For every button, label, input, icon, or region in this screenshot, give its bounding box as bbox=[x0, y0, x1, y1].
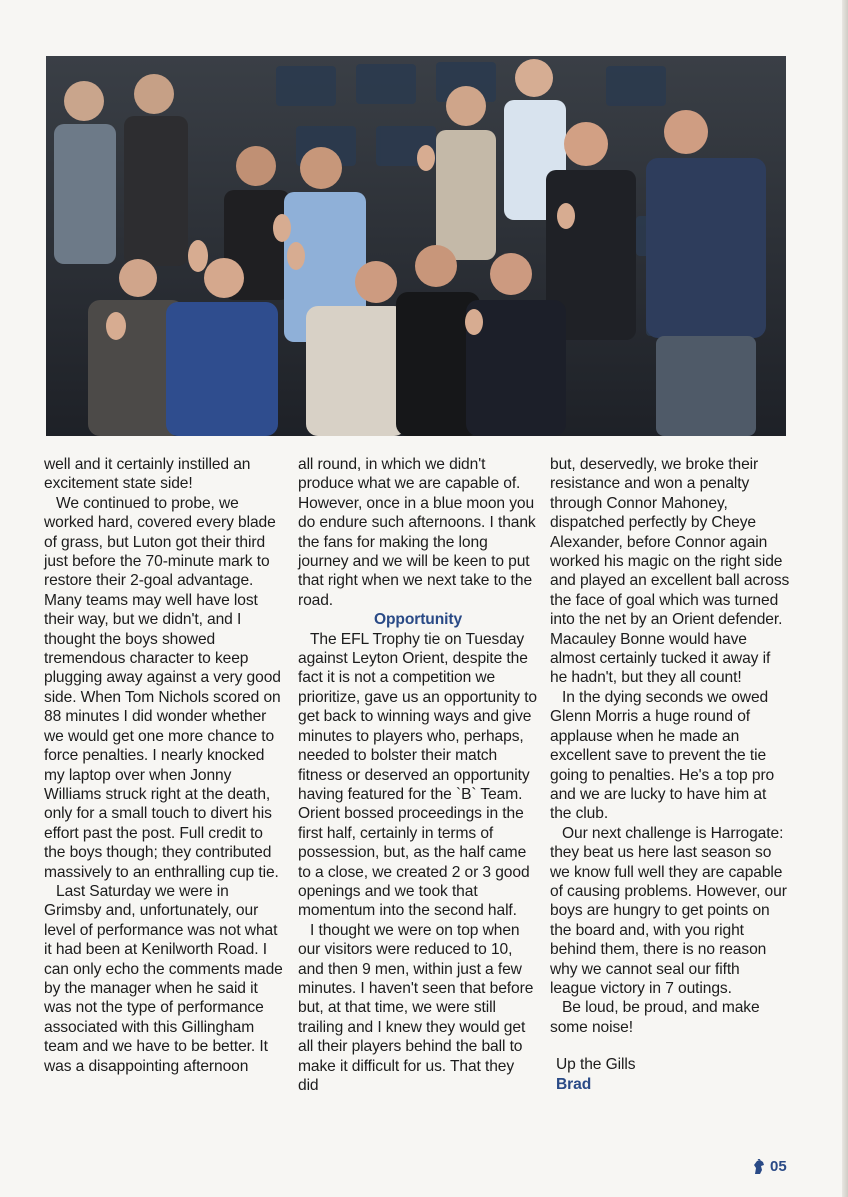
signoff: Up the Gills bbox=[556, 1056, 636, 1074]
crowd-photo bbox=[46, 56, 786, 436]
section-heading: Opportunity bbox=[373, 611, 463, 629]
article-column-1 bbox=[44, 455, 288, 1076]
horse-crest-icon bbox=[752, 1159, 766, 1175]
paragraph: We continued to probe, we worked hard, covered every blade of grass, but Luton got their third just before the 70-minute mark to restore their 2-goal advantage. Many teams may well have lost their way, but we didn't, and I thought the boys showed tremendous character to keep plugging away against a very good side. When Tom Nichols scored on 88 minutes I did wonder whether we would get one more chance to force penalties. I nearly knocked my laptop over when Jonny Williams struck right at the death, only for a small touch to divert his effort past the post. Full credit to the boys though; they contributed massively to an enthralling cup tie. bbox=[44, 494, 281, 881]
paragraph: Be loud, be proud, and make some noise! bbox=[550, 999, 760, 1036]
paragraph: all round, in which we didn't produce what we are capable of. However, once in a blue moon you do endure such afternoons. I thank the fans for making the long journey and we will be keen to put that right when we next take to the road. bbox=[298, 456, 536, 609]
page-number bbox=[752, 1158, 787, 1175]
signoff-block bbox=[550, 1055, 790, 1094]
page-edge bbox=[842, 0, 848, 1197]
paragraph: I thought we were on top when our visitors were reduced to 10, and then 9 men, within just a few minutes. I haven't seen that before but, at that time, we were still trailing and I knew they would get all their players behind the ball to make it difficult for us. That they did bbox=[298, 921, 534, 1094]
page-number-text: 05 bbox=[770, 1158, 787, 1175]
signature: Brad bbox=[556, 1075, 592, 1093]
paragraph: The EFL Trophy tie on Tuesday against Leyton Orient, despite the fact it is not a competition we prioritize, gave us an opportunity to get back to winning ways and give minutes to players who, perhaps, needed to bolster their match fitness or deserved an opportunity having featured for the `B` Team. Orient bossed proceedings in the first half, certainly in terms of possession, but, as the half came to a close, we created 2 or 3 good openings and we took that momentum into the second half. bbox=[298, 630, 538, 920]
paragraph: but, deservedly, we broke their resistance and won a penalty through Connor Mahoney, dispatched perfectly by Cheye Alexander, before Connor again worked his magic on the right side and played an excellent ball across the face of goal which was turned into the net by an Orient defender. Macauley Bonne would have almost certainly tucked it away if he hadn't, but they all count! bbox=[550, 456, 790, 687]
paragraph: Our next challenge is Harrogate: they beat us here last season so we know full well they are capable of causing problems. However, our boys are hungry to get points on the board and, with you right behind them, there is no reason why we cannot seal our fifth league victory in 7 outings. bbox=[550, 824, 787, 997]
paragraph: well and it certainly instilled an excitement state side! bbox=[44, 456, 251, 493]
article-column-2 bbox=[298, 455, 538, 1095]
paragraph: Last Saturday we were in Grimsby and, unfortunately, our level of performance was not what it had been at Kenilworth Road. I can only echo the comments made by the manager when he said it was not the type of performance associated with this Gillingham team and we have to be better. It was a disappointing afternoon bbox=[44, 882, 283, 1075]
paragraph: In the dying seconds we owed Glenn Morris a huge round of applause when he made an excellent save to prevent the tie going to penalties. He's a top pro and we are lucky to have him at the club. bbox=[550, 688, 775, 823]
article-column-3 bbox=[550, 455, 790, 1094]
